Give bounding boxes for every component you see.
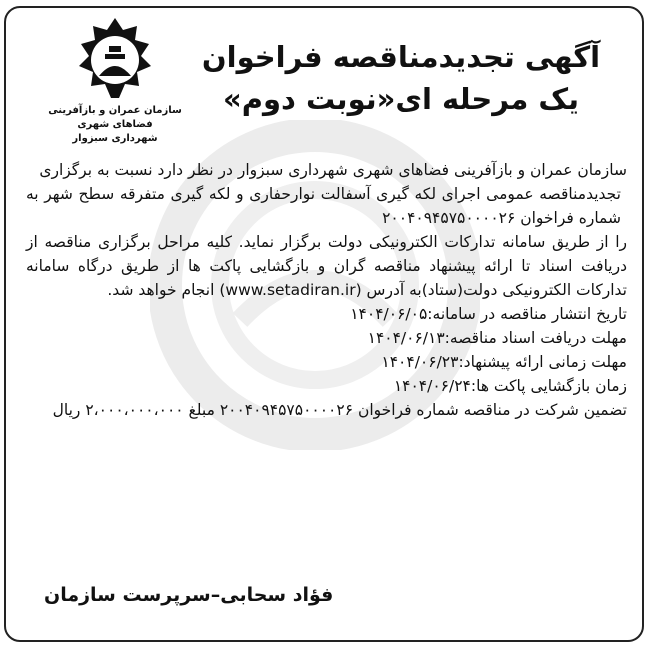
date-line-proposal [26, 350, 627, 374]
organization-name-line2: شهرداری سبزوار [72, 133, 158, 144]
date-line-publish [26, 302, 627, 326]
procedure-text-before-url: را از طریق سامانه تدارکات الکترونیکی دولت برگزار نماید. کلیه مراحل برگزاری مناقصه از دریافت اسناد تا ارائه پیشنهاد مناقصه گران و بازگشایی پاکت ها از طریق درگاه سامانه تدارکات الکترونیکی دولت(ستاد)به آدرس ( [26, 233, 627, 299]
date-label: مهلت دریافت اسناد مناقصه: [444, 329, 627, 347]
date-value: ۱۴۰۴/۰۶/۱۳ [367, 329, 445, 347]
date-value: ۱۴۰۴/۰۶/۲۴ [393, 377, 471, 395]
procedure-text-after-url: ) انجام خواهد شد. [107, 281, 226, 299]
title-line-1: آگهی تجدیدمناقصه فراخوان [201, 40, 601, 74]
date-value: ۱۴۰۴/۰۶/۰۵ [350, 305, 428, 323]
title-line-2: یک مرحله ای«نوبت دوم» [222, 82, 579, 116]
organization-logo [40, 16, 190, 146]
subject-paragraph: تجدیدمناقصه عمومی اجرای لکه گیری آسفالت نوارحفاری و لکه گیری متفرقه سطح شهر به شماره فراخوان ۲۰۰۴۰۹۴۵۷۵۰۰۰۰۲۶ [26, 185, 621, 227]
date-label: تاریخ انتشار مناقصه در سامانه: [427, 305, 627, 323]
date-line-documents [26, 326, 627, 350]
procedure-paragraph [26, 230, 627, 302]
notice-title [191, 36, 611, 120]
guarantee-paragraph: تضمین شرکت در مناقصه شماره فراخوان ۲۰۰۴۰۹۴۵۷۵۰۰۰۰۲۶ مبلغ ۲،۰۰۰،۰۰۰،۰۰۰ ریال [52, 401, 627, 419]
date-line-opening [26, 374, 627, 398]
date-label: زمان بازگشایی پاکت ها: [470, 377, 627, 395]
date-value: ۱۴۰۴/۰۶/۲۳ [381, 353, 459, 371]
portal-url-link[interactable]: www.setadiran.ir [225, 281, 356, 299]
organization-name-line1: سازمان عمران و بازآفرینی فضاهای شهری [48, 105, 182, 130]
municipality-emblem-icon [73, 16, 157, 100]
signature: فؤاد سحابی–سرپرست سازمان [44, 584, 334, 606]
intro-paragraph: سازمان عمران و بازآفرینی فضاهای شهری شهرداری سبزوار در نظر دارد نسبت به برگزاری [39, 161, 627, 179]
date-label: مهلت زمانی ارائه پیشنهاد: [458, 353, 627, 371]
notice-body [26, 158, 627, 422]
